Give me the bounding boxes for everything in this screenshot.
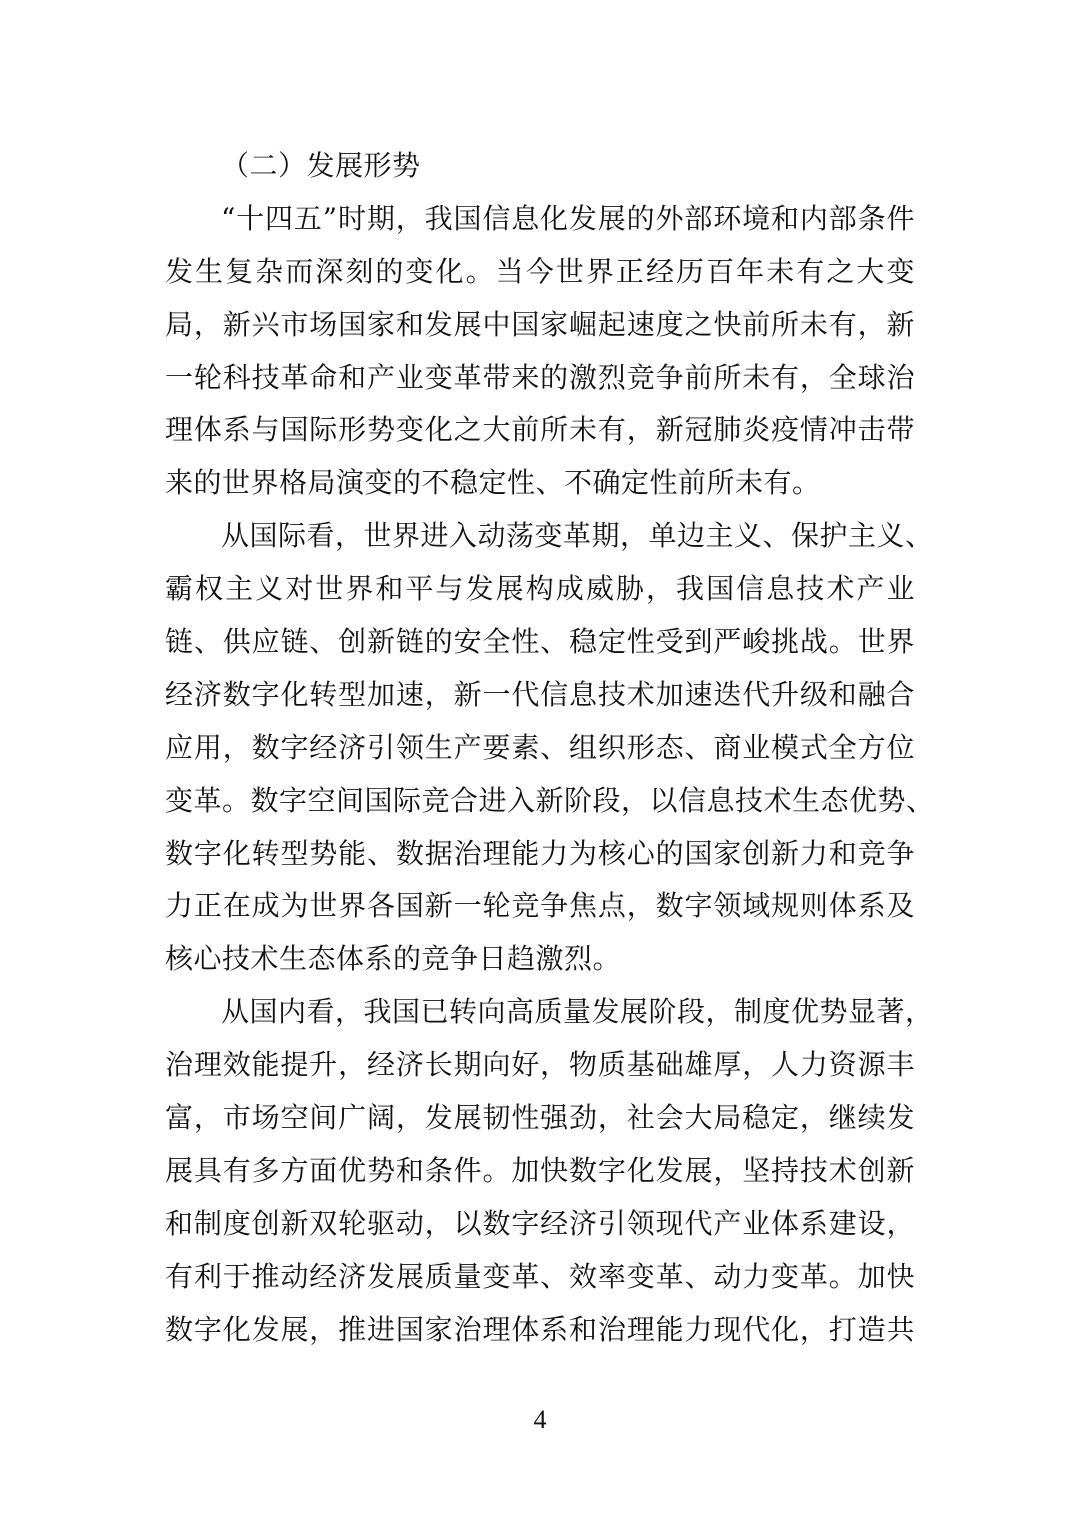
page-number: 4: [533, 1405, 547, 1434]
paragraph-line: 局，新兴市场国家和发展中国家崛起速度之快前所未有，新: [165, 307, 915, 341]
paragraph-line: 数字化发展，推进国家治理体系和治理能力现代化，打造共: [165, 1312, 915, 1346]
paragraph-international: [165, 510, 935, 986]
section-heading: （二）发展形势: [221, 149, 421, 182]
paragraph-line: 链、供应链、创新链的安全性、稳定性受到严峻挑战。世界: [165, 625, 915, 659]
paragraph-line: 核心技术生态体系的竞争日趋激烈。: [165, 942, 622, 976]
paragraph-line: 一轮科技革命和产业变革带来的激烈竞争前所未有，全球治: [165, 360, 915, 394]
paragraph-line: 有利于推动经济发展质量变革、效率变革、动力变革。加快: [165, 1259, 915, 1293]
paragraph-line: 展具有多方面优势和条件。加快数字化发展，坚持技术创新: [165, 1153, 915, 1187]
paragraph-line: 力正在成为世界各国新一轮竞争焦点，数字领域规则体系及: [165, 889, 915, 923]
paragraph-line: 数字化转型势能、数据治理能力为核心的国家创新力和竞争: [165, 836, 915, 870]
paragraph-line: 从国际看，世界进入动荡变革期，单边主义、保护主义、: [221, 519, 934, 553]
paragraph-line: 应用，数字经济引领生产要素、组织形态、商业模式全方位: [165, 730, 915, 764]
paragraph-line: 治理效能提升，经济长期向好，物质基础雄厚，人力资源丰: [165, 1048, 915, 1082]
paragraph-domestic: [165, 986, 934, 1356]
paragraph-line: 变革。数字空间国际竞合进入新阶段，以信息技术生态优势、: [165, 783, 935, 817]
paragraph-line: 发生复杂而深刻的变化。当今世界正经历百年未有之大变: [165, 254, 915, 288]
paragraph-line: “十四五”时期，我国信息化发展的外部环境和内部条件: [221, 201, 915, 235]
body-text: [165, 140, 935, 1356]
paragraph-line: 和制度创新双轮驱动，以数字经济引领现代产业体系建设，: [165, 1206, 915, 1240]
paragraph-line: 霸权主义对世界和平与发展构成威胁，我国信息技术产业: [165, 572, 915, 606]
paragraph-line: 富，市场空间广阔，发展韧性强劲，社会大局稳定，继续发: [165, 1101, 915, 1135]
paragraph-line: 经济数字化转型加速，新一代信息技术加速迭代升级和融合: [165, 677, 915, 711]
paragraph-line: 理体系与国际形势变化之大前所未有，新冠肺炎疫情冲击带: [165, 413, 915, 447]
paragraph-line: 从国内看，我国已转向高质量发展阶段，制度优势显著，: [221, 995, 934, 1029]
paragraph-line: 来的世界格局演变的不稳定性、不确定性前所未有。: [165, 466, 821, 500]
paragraph-situation: [165, 193, 915, 510]
